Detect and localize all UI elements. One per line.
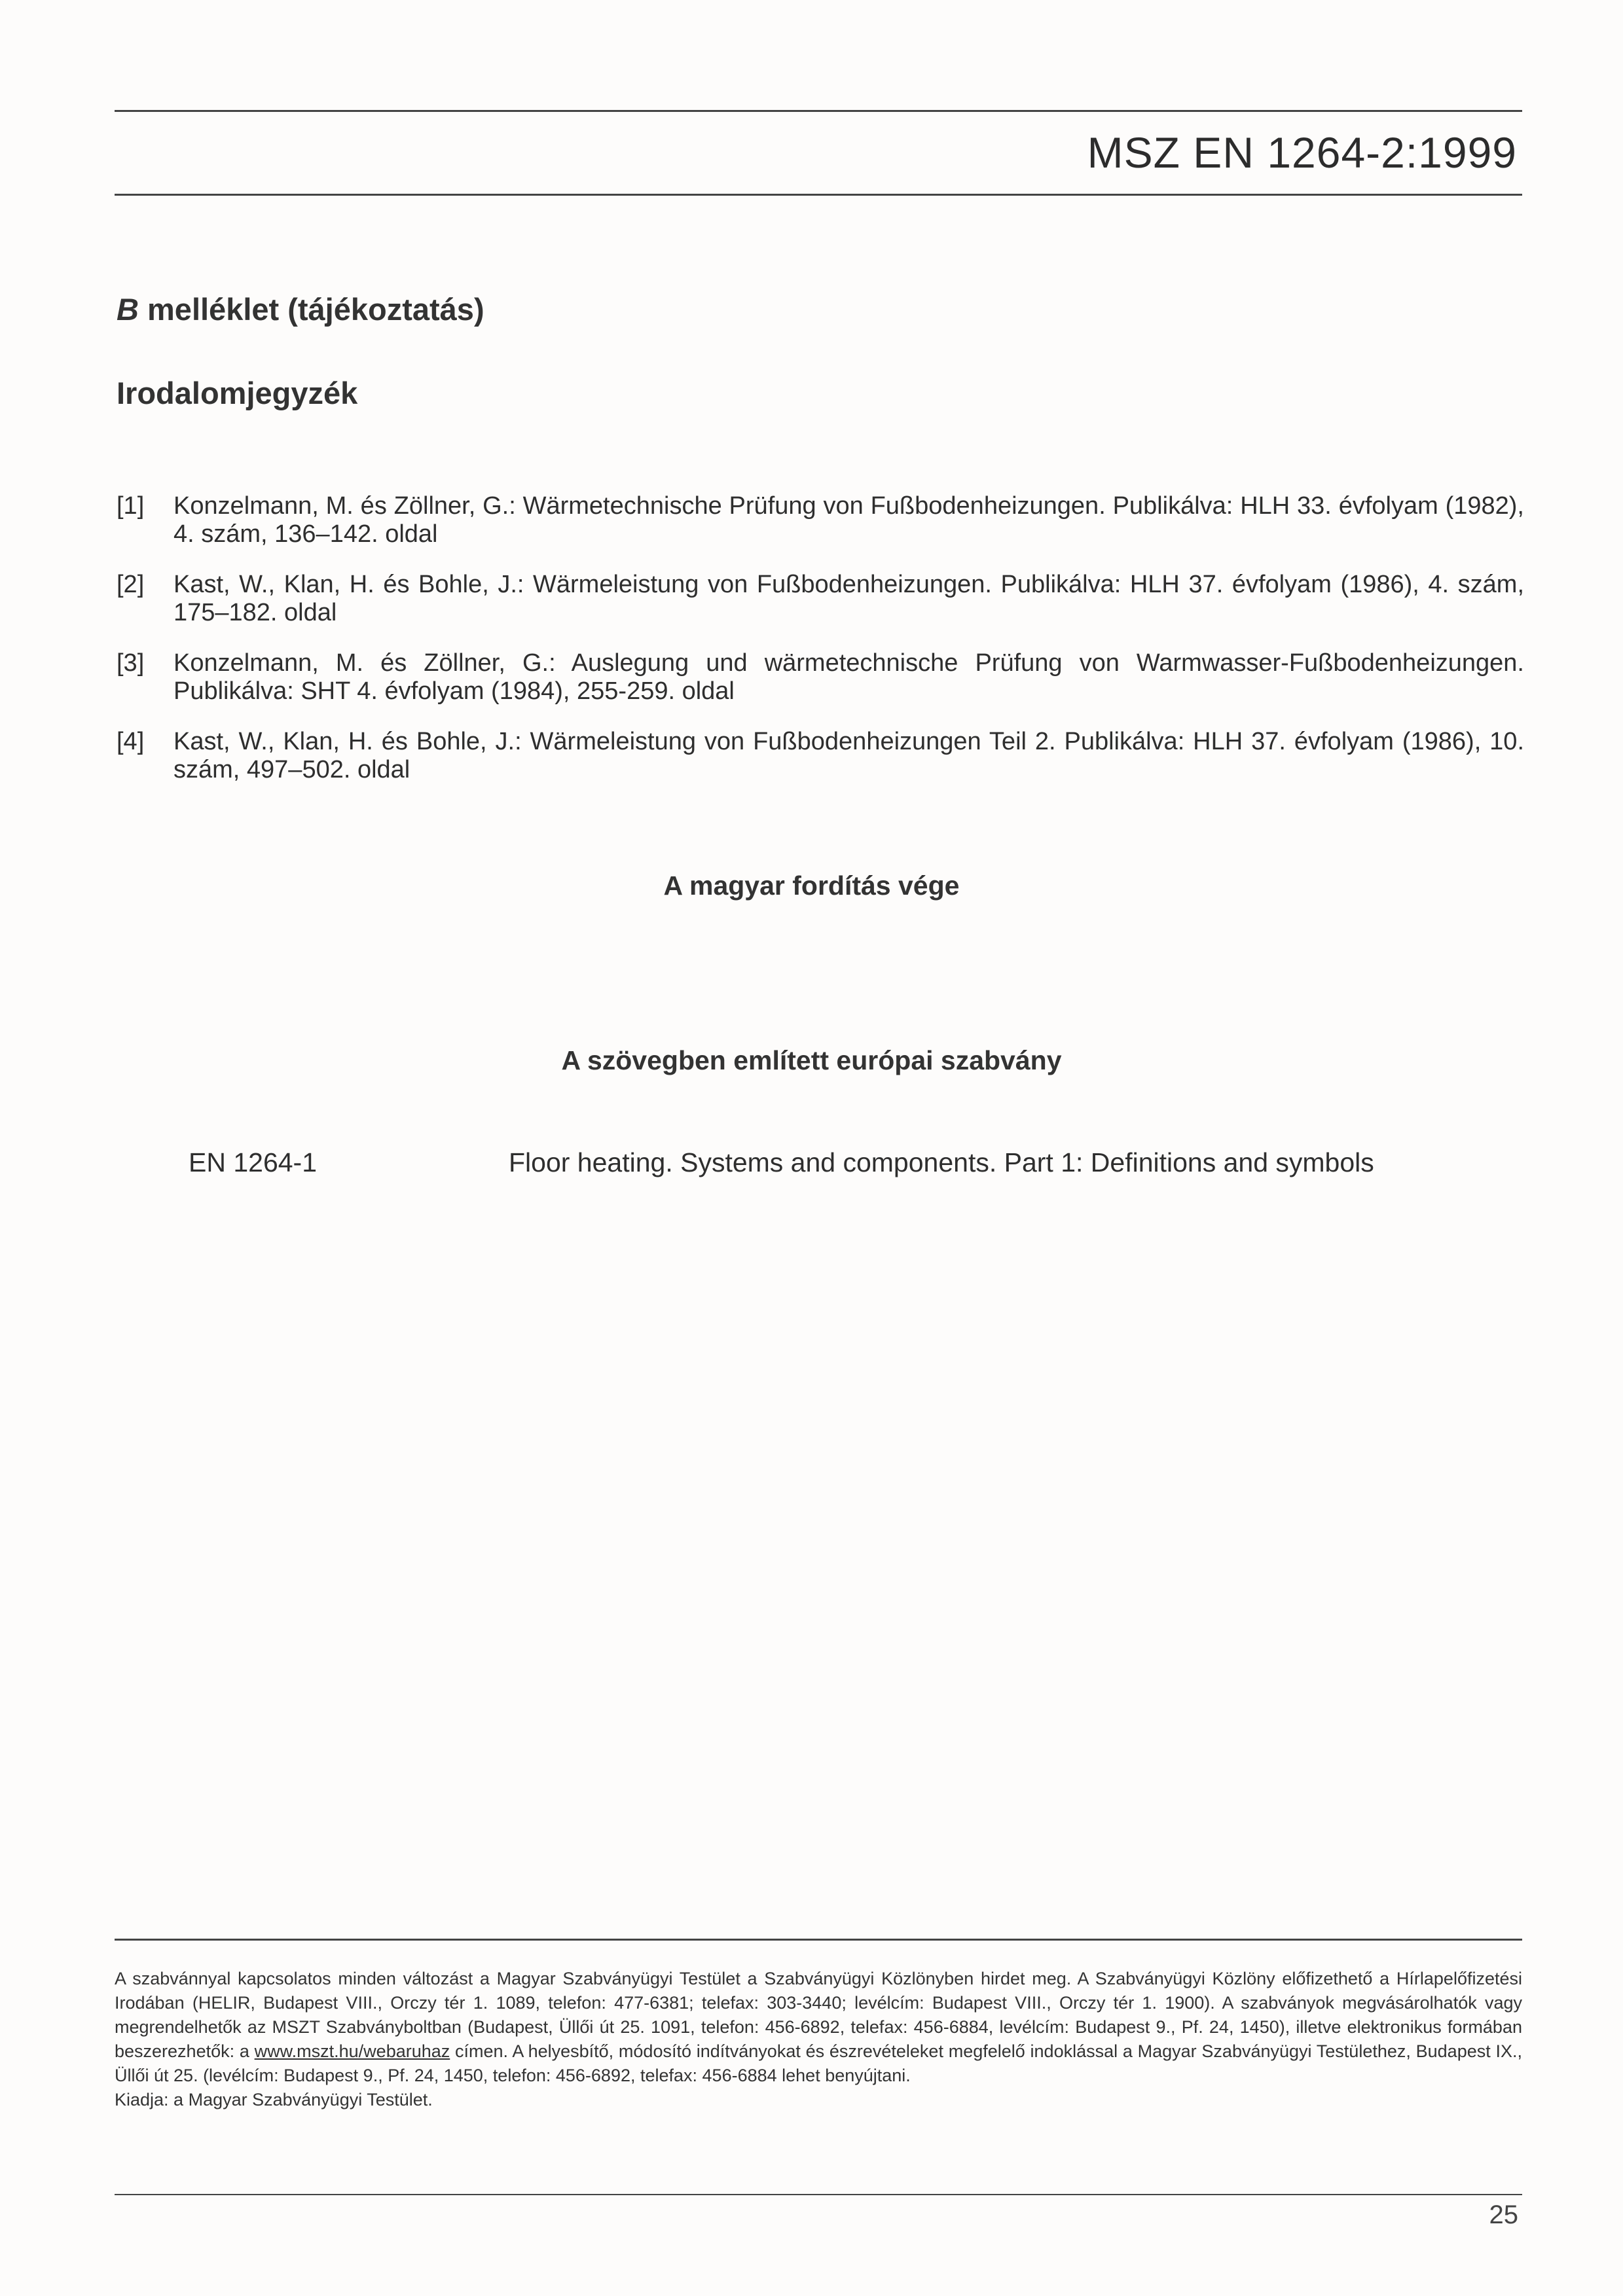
reference-number: [2] — [117, 571, 145, 598]
referenced-standards-heading: A szövegben említett európai szabvány — [561, 1045, 1062, 1075]
webshop-link[interactable]: www.mszt.hu/webaruhaz — [254, 2041, 450, 2061]
reference-item — [117, 571, 1524, 627]
header-top-rule — [115, 110, 1522, 112]
header-bottom-rule — [115, 194, 1522, 196]
footer-notice-paragraph — [115, 1967, 1522, 2088]
reference-number: [4] — [117, 728, 145, 755]
reference-text: Konzelmann, M. és Zöllner, G.: Auslegung und wärmetechnische Prüfung von Warmwasser-Fußbodenheizungen. Publikálva: SHT 4. évfolyam (1984), 255-259. oldal — [173, 649, 1524, 705]
bibliography-heading: Irodalomjegyzék — [117, 376, 358, 410]
end-of-translation: A magyar fordítás vége — [663, 870, 960, 901]
reference-text: Konzelmann, M. és Zöllner, G.: Wärmetechnische Prüfung von Fußbodenheizungen. Publikálva: HLH 33. évfolyam (1982), 4. szám, 136–142. oldal — [173, 492, 1524, 548]
annex-heading — [117, 291, 484, 327]
reference-item — [117, 492, 1524, 548]
annex-title: melléklet (tájékoztatás) — [138, 292, 484, 327]
reference-list — [117, 492, 1524, 806]
footer-notice — [115, 1967, 1522, 2112]
reference-number: [1] — [117, 492, 145, 520]
reference-item — [117, 649, 1524, 706]
footer-top-rule — [115, 1939, 1522, 1941]
reference-number: [3] — [117, 649, 145, 677]
reference-text: Kast, W., Klan, H. és Bohle, J.: Wärmeleistung von Fußbodenheizungen Teil 2. Publikálva: HLH 37. évfolyam (1986), 10. szám, 497–502. oldal — [173, 728, 1524, 783]
reference-text: Kast, W., Klan, H. és Bohle, J.: Wärmeleistung von Fußbodenheizungen. Publikálva: HLH 37. évfolyam (1986), 4. szám, 175–182. oldal — [173, 571, 1524, 626]
standard-title: Floor heating. Systems and components. Part 1: Definitions and symbols — [509, 1147, 1374, 1177]
document-id: MSZ EN 1264-2:1999 — [1087, 128, 1517, 177]
annex-letter: B — [117, 292, 139, 327]
footer-notice-text-continued: címen. A helyesbítő, módosító indítványokat és észrevételeket megfelelő indoklással a Magyar Szabványügyi Testülethez, Budapest IX., Üllői út 25. (levélcím: Budapest 9., Pf. 24, 1450, telefon: 456-6892, telefax: 456-6884 lehet benyújtani. — [115, 2041, 1522, 2085]
reference-item — [117, 728, 1524, 784]
page-number: 25 — [1489, 2200, 1518, 2229]
footer-publisher: Kiadja: a Magyar Szabványügyi Testület. — [115, 2090, 433, 2109]
standard-code: EN 1264-1 — [189, 1147, 318, 1177]
footer-bottom-rule — [115, 2194, 1522, 2195]
footer-notice-text: A szabvánnyal kapcsolatos minden változást a Magyar Szabványügyi Testület a Szabványügyi Közlönyben hirdet meg. A Szabványügyi Közlöny előfizethető a Hírlapelőfizetési Irodában (HELIR, Budapest VIII., Orczy tér 1. 1089, telefon: 477-6381; telefax: 303-3440; levélcím: Budapest VIII., Orczy tér 1. 1900). A szabványok megvásárolhatók vagy megrendelhetők az MSZT Szabványboltban (Budapest, Üllői út 25. 1091, telefon: 456-6892, telefax: 456-6884, levélcím: Budapest 9., Pf. 24, 1450), illetve elektronikus formában beszerezhetők: a — [115, 1969, 1522, 2061]
